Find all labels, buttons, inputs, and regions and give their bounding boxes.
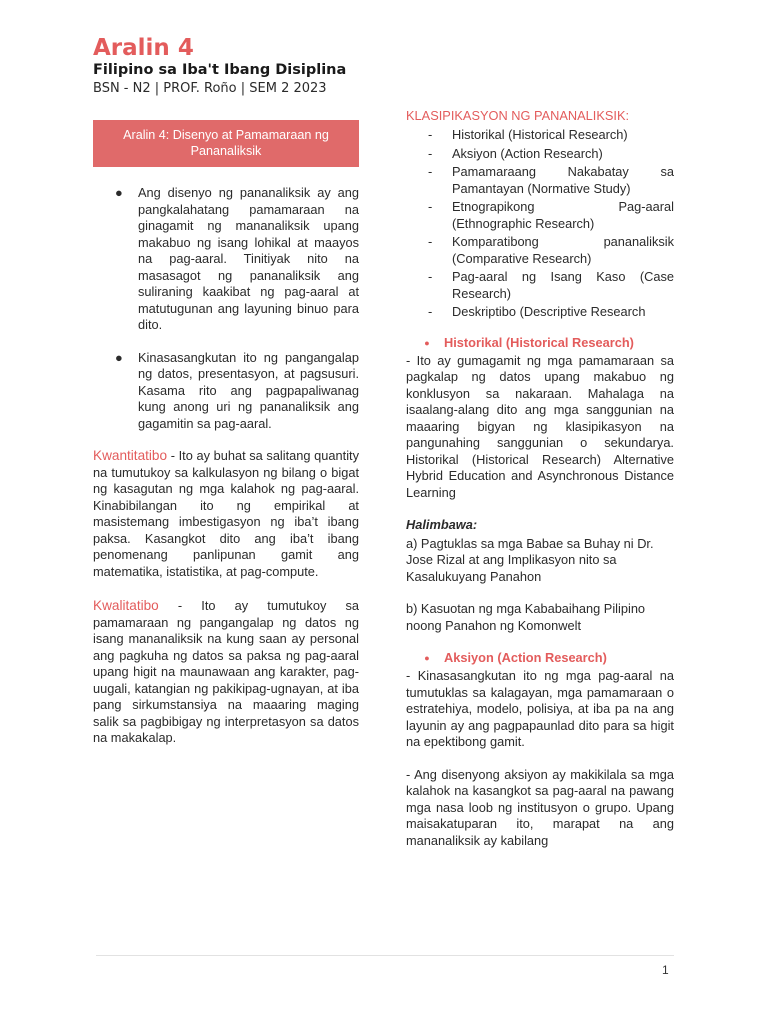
halimbawa-b: b) Kasuotan ng mga Kababaihang Pilipino noong Panahon ng Komonwelt (406, 601, 646, 633)
bullet-icon: ● (115, 185, 123, 200)
list-item: - Etnograpikong Pag-aaral (Ethnographic Research) (428, 199, 674, 231)
page-header (93, 34, 346, 97)
list-item: ● Ang disenyo ng pananaliksik ay ang pangkalahatang pamamaraan na ginagamit ng mananaliksik upang makabuo ng isang lohikal at maayos na pag-aaral. Tinitiyak nito na masasagot ng pananaliksik ang suliraning kaakibat ng pag-aaral at matutugunan ang layuning binuo para dito. (115, 185, 359, 332)
course-subtitle: Filipino sa Iba't Ibang Disiplina (93, 62, 347, 78)
kwalitatibo-paragraph: Kwalitatibo - Ito ay tumutukoy sa pamamaraan ng pangangalap ng datos ng isang mananaliksik na kung saan ay personal ang pagkuha ng datos sa paksa ng pag-aaral upang higit na maunawaan ang karakter, pag-uugali, katangian ng pakikipag-ugnayan, at iba pang sirkumstansiya na maaaring maging salik sa pagbibigay ng interpretasyon sa datos na makakalap. (93, 598, 359, 745)
lesson-box-title: Aralin 4: Disenyo at Pamamaraan ng Pananaliksik (93, 120, 359, 167)
left-column (93, 120, 359, 763)
historikal-heading: ● Historikal (Historical Research) (406, 335, 674, 351)
footer-divider (96, 955, 674, 956)
kwantitatibo-term: Kwantitatibo (93, 448, 168, 463)
kwantitatibo-paragraph: Kwantitatibo - Ito ay buhat sa salitang quantity na tumutukoy sa kalkulasyon ng bilang o bigat ng kasagutan ng mga kalahok ng pag-aaral. Kinabibilangan ito ng empirikal at masistemang imbestigasyon ng iba’t ibang paksa. Kasangkot dito ang iba’t ibang penomenang panlipunan gamit ang matematika, istatistika, at pag-compute. (93, 448, 359, 579)
list-item: - Pag-aaral ng Isang Kaso (Case Research) (428, 269, 674, 301)
aksiyon-paragraph-1: - Kinasasangkutan ito ng mga pag-aaral na tumutuklas sa kalagayan, mga pamamaraan o estratehiya, modelo, polisiya, at iba pa na ang layunin ay ang pagpapaunlad dito para sa higit na epektibong gamit. (406, 668, 674, 749)
list-item: - Pamamaraang Nakabatay sa Pamantayan (Normative Study) (428, 164, 674, 196)
right-column (406, 108, 674, 865)
bullet-icon: ● (115, 349, 123, 365)
aksiyon-heading: ● Aksiyon (Action Research) (406, 650, 674, 666)
list-item: - Aksiyon (Action Research) (428, 145, 603, 161)
halimbawa-a: a) Pagtuklas sa mga Babae sa Buhay ni Dr. Jose Rizal at ang Implikasyon nito sa Kasalukuyang Panahon (406, 535, 654, 584)
lesson-title: Aralin 4 (93, 35, 194, 61)
bullet-icon: ● (424, 337, 430, 348)
aksiyon-paragraph-2: - Ang disenyong aksiyon ay makikilala sa mga kalahok na kasangkot sa pag-aaral na pawang mga nasa loob ng institusyon o grupo. Upang maisakatuparan ito, marapat na ang mananaliksik ay kabilang (406, 766, 674, 848)
kwalitatibo-term: Kwalitatibo (93, 598, 159, 613)
intro-bullets (93, 185, 359, 432)
klasipikasyon-heading: KLASIPIKASYON NG PANANALIKSIK: (406, 108, 630, 123)
historikal-paragraph: - Ito ay gumagamit ng mga pamamaraan sa pagkalap ng datos upang makabuo ng konklusyon sa nakaraan. Mahalaga na isaalang-alang dito ang mga sanggunian na maaaring bigyan ng klasipikasyon na pangunahing sanggunian o sekundarya. Historikal (Historical Research) Alternative Hybrid Education and Asynchronous Distance Learning (406, 352, 674, 500)
bullet-icon: ● (424, 653, 430, 663)
list-item: ● Kinasasangkutan ito ng pangangalap ng datos, presentasyon, at pagsusuri. Kasama rito ang pagpapaliwanag kung anong uri ng pananaliksik ang gagamitin sa pag-aaral. (115, 349, 359, 431)
course-meta: BSN - N2 | PROF. Roño | SEM 2 2023 (93, 81, 327, 96)
halimbawa-label: Halimbawa: (406, 517, 478, 532)
klasipikasyon-list (406, 127, 674, 321)
list-item: - Historikal (Historical Research) (428, 127, 628, 142)
page-number: 1 (662, 963, 669, 977)
list-item: - Komparatibong pananaliksik (Comparative Research) (428, 234, 674, 266)
list-item: - Deskriptibo (Descriptive Research (428, 304, 646, 319)
